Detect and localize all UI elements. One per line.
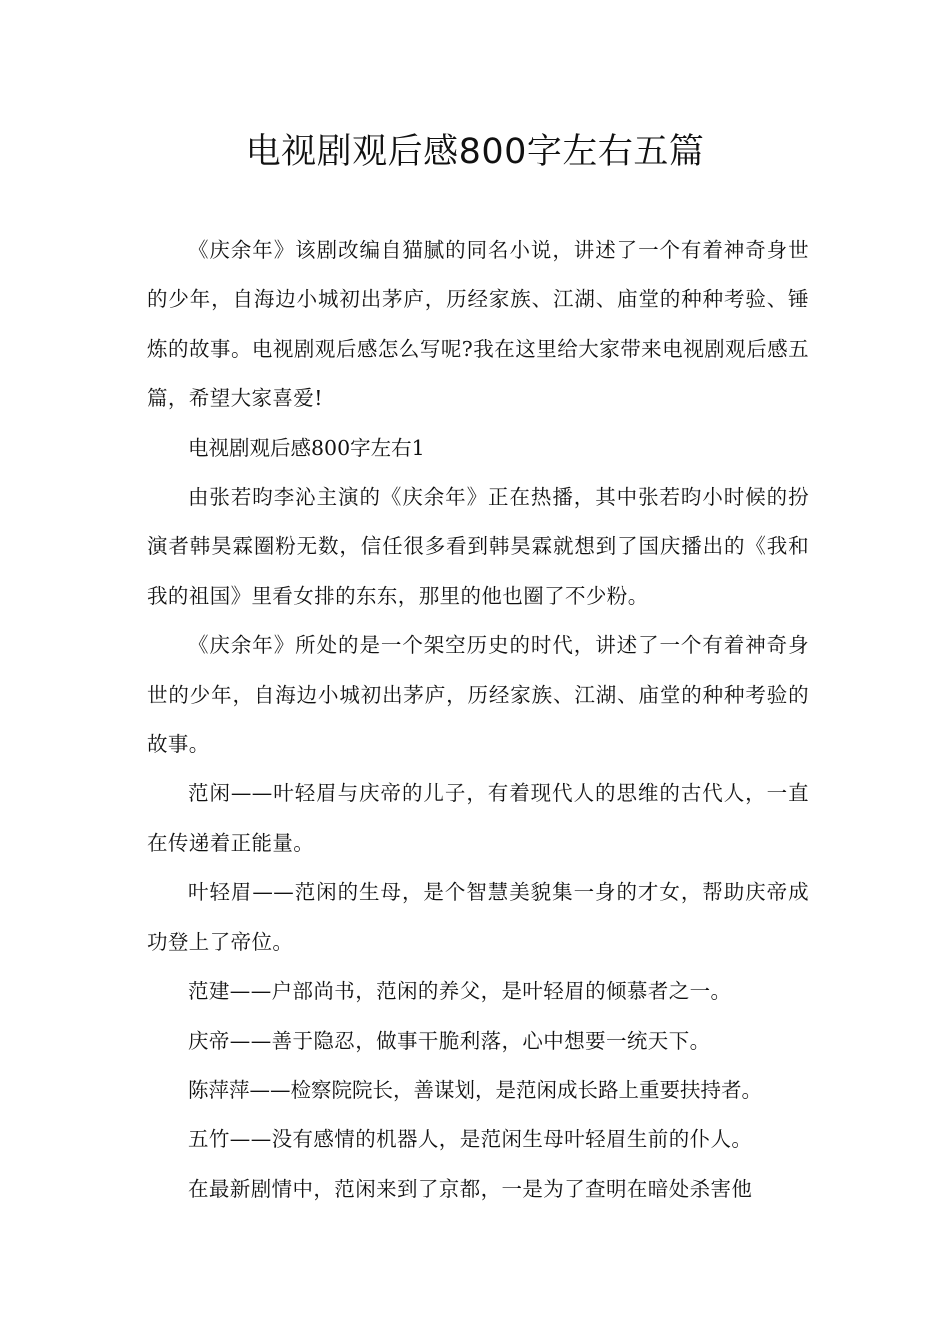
paragraph-character-fanjian: 范建——户部尚书，范闲的养父，是叶轻眉的倾慕者之一。 [188,979,732,1004]
paragraph-character-fanxian: 范闲——叶轻眉与庆帝的儿子，有着现代人的思维的古代人，一直在传递着正能量。 [147,781,809,855]
document-title: 电视剧观后感800字左右五篇 [245,132,705,172]
paragraph-character-wuzhu: 五竹——没有感情的机器人，是范闲生母叶轻眉生前的仆人。 [188,1127,753,1152]
document-body [147,226,809,1214]
paragraph-intro: 《庆余年》该剧改编自猫腻的同名小说，讲述了一个有着神奇身世的少年，自海边小城初出茅庐，历经家族、江湖、庙堂的种种考验、锤炼的故事。电视剧观后感怎么写呢?我在这里给大家带来电视剧观后感五篇，希望大家喜爱! [147,238,809,411]
paragraph: 由张若昀李沁主演的《庆余年》正在热播，其中张若昀小时候的扮演者韩昊霖圈粉无数，信任很多看到韩昊霖就想到了国庆播出的《我和我的祖国》里看女排的东东，那里的他也圈了不少粉。 [147,485,809,608]
paragraph-character-qingdi: 庆帝——善于隐忍，做事干脆利落，心中想要一统天下。 [188,1028,711,1053]
paragraph-character-yeqingmei: 叶轻眉——范闲的生母，是个智慧美貌集一身的才女，帮助庆帝成功登上了帝位。 [147,880,809,954]
paragraph-character-chenpingping: 陈萍萍——检察院院长，善谋划，是范闲成长路上重要扶持者。 [188,1077,762,1102]
paragraph: 在最新剧情中，范闲来到了京都，一是为了查明在暗处杀害他 [188,1176,753,1201]
paragraph: 《庆余年》所处的是一个架空历史的时代，讲述了一个有着神奇身世的少年，自海边小城初出茅庐，历经家族、江湖、庙堂的种种考验的故事。 [147,633,809,757]
section-heading-1: 电视剧观后感800字左右1 [188,435,425,460]
